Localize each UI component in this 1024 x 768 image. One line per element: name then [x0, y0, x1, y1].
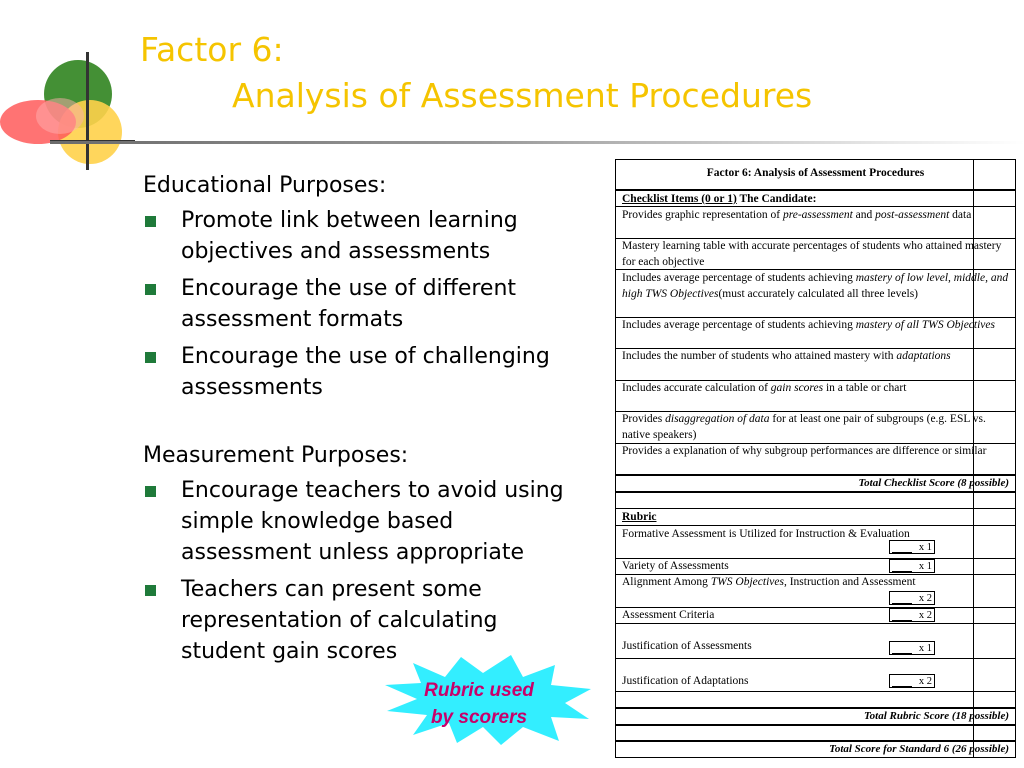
- green-square-bullet-icon: [145, 216, 156, 227]
- table-text-run: , Instruction and Assessment: [783, 576, 916, 588]
- checklist-heading-underlined: Checklist Items (0 or 1): [622, 193, 737, 205]
- table-text-run: Provides: [622, 413, 666, 425]
- educational-purposes-heading: Educational Purposes:: [143, 173, 387, 198]
- table-text-run: Alignment Among: [622, 576, 711, 588]
- score-blank-line: [892, 609, 912, 621]
- slide-title-line2: Analysis of Assessment Procedures: [232, 76, 813, 115]
- overlapping-circles-logo-icon: [0, 50, 135, 180]
- table-row-divider: [616, 491, 1015, 493]
- green-square-bullet-icon: [145, 585, 156, 596]
- green-square-bullet-icon: [145, 284, 156, 295]
- checklist-item-text: [622, 381, 1011, 412]
- grand-total-label: Total Score for Standard 6 (26 possible): [829, 743, 1009, 755]
- score-multiplier-box[interactable]: [889, 540, 935, 554]
- score-blank-line: [892, 675, 912, 687]
- educational-bullet-item: [143, 273, 583, 335]
- rubric-item-text: [622, 527, 1011, 559]
- measurement-bullet-item: [143, 574, 583, 667]
- rubric-total-label: Total Rubric Score (18 possible): [863, 710, 1009, 722]
- rubric-item-text: [622, 608, 1011, 624]
- table-text-run: Provides graphic representation of: [622, 209, 783, 221]
- multiplier-text: x 2: [918, 676, 932, 687]
- assessment-checklist-table: [615, 159, 1016, 758]
- multiplier-text: x 1: [918, 561, 932, 572]
- score-multiplier-box[interactable]: [889, 674, 935, 688]
- table-text-run: mastery of low level, middle, and high TWS Objectives: [622, 272, 1009, 300]
- table-text-run: Includes average percentage of students achieving: [622, 272, 856, 284]
- table-row-divider: [616, 508, 1015, 509]
- measurement-purposes-list: [143, 475, 583, 667]
- multiplier-text: x 2: [918, 593, 932, 604]
- educational-bullet-text: Encourage the use of different assessment formats: [181, 276, 517, 332]
- slide-title-line1: Factor 6:: [140, 30, 284, 69]
- table-row-divider: [616, 691, 1015, 692]
- measurement-purposes-heading: Measurement Purposes:: [143, 443, 409, 468]
- multiplier-text: x 1: [918, 542, 932, 553]
- educational-bullet-item: [143, 205, 583, 267]
- score-blank-line: [892, 592, 912, 604]
- table-text-run: Formative Assessment is Utilized for Instruction & Evaluation: [622, 528, 910, 540]
- table-text-run: Variety of Assessments: [622, 560, 729, 572]
- table-text-run: TWS Objectives: [710, 576, 784, 588]
- table-text-run: post-assessment: [875, 209, 950, 221]
- table-text-run: (must accurately calculated all three levels): [718, 287, 919, 300]
- measurement-bullet-item: [143, 475, 583, 568]
- table-row-divider: [616, 206, 1015, 207]
- educational-purposes-list: [143, 205, 583, 403]
- table-row-divider: [616, 189, 1015, 191]
- checklist-item-text: [622, 444, 1011, 475]
- score-multiplier-box[interactable]: [889, 641, 935, 655]
- table-text-run: adaptations: [896, 350, 951, 362]
- checklist-total-label: Total Checklist Score (8 possible): [858, 477, 1009, 489]
- educational-bullet-item: [143, 341, 583, 403]
- multiplier-text: x 1: [918, 643, 932, 654]
- rubric-item-text: [622, 559, 1011, 575]
- purposes-column: [143, 170, 583, 673]
- measurement-bullet-text: Teachers can present some representation of calculating student gain scores: [181, 577, 498, 664]
- score-blank-line: [892, 541, 912, 553]
- table-text-run: Justification of Assessments: [622, 640, 752, 652]
- table-text-run: Assessment Criteria: [622, 609, 715, 621]
- table-row-divider: [616, 724, 1015, 726]
- table-text-run: Includes the number of students who attained mastery with: [622, 350, 897, 362]
- table-text-run: Includes average percentage of students achieving: [622, 319, 856, 331]
- rubric-item-text: [622, 659, 1011, 707]
- title-divider: [50, 141, 1024, 144]
- table-text-run: mastery of all TWS Objectives: [855, 319, 995, 331]
- checklist-item-text: [622, 208, 1011, 239]
- rubric-item-text: [622, 575, 1011, 608]
- table-text-run: gain scores: [770, 382, 824, 394]
- checklist-item-text: [622, 271, 1011, 318]
- checklist-item-text: [622, 349, 1011, 381]
- rubric-callout-line2: by scorers: [430, 707, 528, 728]
- table-text-run: for at least one pair of subgroups (e.g. ESL vs. native speakers): [622, 413, 986, 441]
- table-row-divider: [616, 269, 1015, 270]
- table-text-run: Mastery learning table with accurate percentages of students who attained mastery for each objective: [622, 240, 1002, 268]
- green-square-bullet-icon: [145, 486, 156, 497]
- rubric-heading: Rubric: [622, 511, 657, 523]
- table-text-run: data: [949, 209, 972, 221]
- score-multiplier-box[interactable]: [889, 608, 935, 622]
- multiplier-text: x 2: [918, 610, 932, 621]
- table-text-run: Provides a explanation of why subgroup performances are difference or similar: [622, 445, 987, 457]
- rubric-callout-text: [400, 677, 558, 731]
- table-text-run: and: [852, 209, 876, 221]
- table-title: Factor 6: Analysis of Assessment Procedures: [706, 167, 925, 179]
- educational-bullet-text: Promote link between learning objectives and assessments: [181, 208, 518, 264]
- checklist-item-text: [622, 239, 1011, 270]
- score-blank-line: [892, 642, 912, 654]
- checklist-heading-rest: The Candidate:: [736, 193, 817, 205]
- measurement-bullet-text: Encourage teachers to avoid using simple knowledge based assessment unless appropriate: [181, 478, 564, 565]
- table-row-divider: [616, 474, 1015, 476]
- score-blank-line: [892, 560, 912, 572]
- table-text-run: pre-assessment: [782, 209, 853, 221]
- checklist-item-text: [622, 318, 1011, 349]
- score-multiplier-box[interactable]: [889, 559, 935, 573]
- checklist-item-text: [622, 412, 1011, 444]
- educational-bullet-text: Encourage the use of challenging assessments: [181, 344, 550, 400]
- rubric-callout-line1: Rubric used: [424, 680, 534, 701]
- score-multiplier-box[interactable]: [889, 591, 935, 605]
- green-square-bullet-icon: [145, 352, 156, 363]
- table-text-run: disaggregation of data: [665, 413, 770, 425]
- table-text-run: Justification of Adaptations: [622, 675, 749, 687]
- table-text-run: Includes accurate calculation of: [622, 382, 771, 394]
- table-text-run: in a table or chart: [823, 382, 907, 394]
- table-row-divider: [616, 525, 1015, 526]
